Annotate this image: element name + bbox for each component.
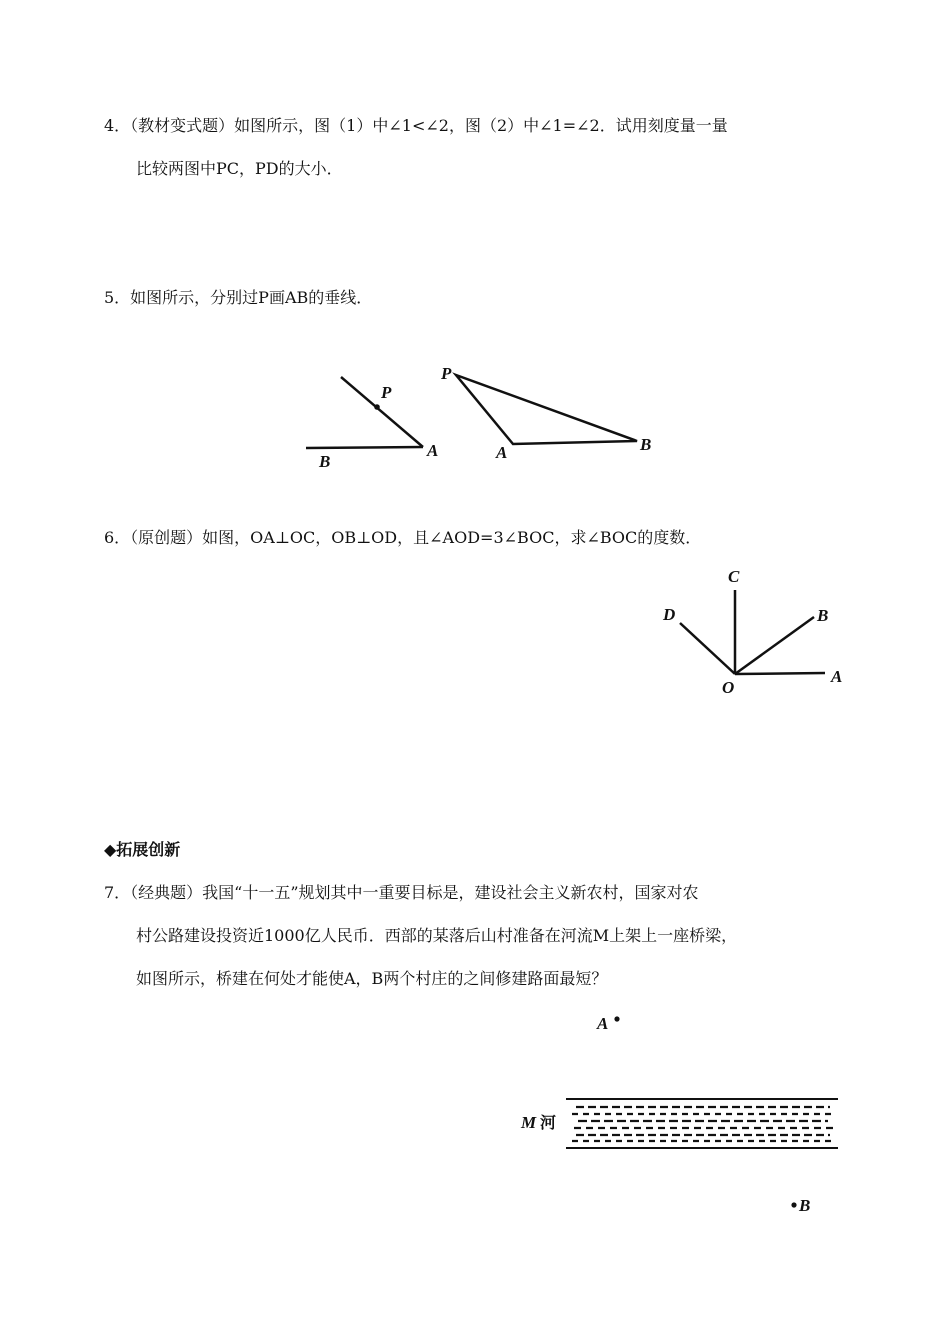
q6-label-b: B (817, 606, 829, 625)
q7-line-3: 如图所示，桥建在何处才能使A，B两个村庄的之间修建路面最短？ (136, 969, 608, 988)
q4-line-1: 4．（教材变式题）如图所示，图（1）中∠1<∠2，图（2）中∠1=∠2．试用刻度量一量 (104, 116, 728, 135)
q5-fig1-label-p: P (381, 383, 392, 402)
q5-text: 5．如图所示，分别过P画AB的垂线． (104, 288, 373, 307)
q6-label-a: A (831, 667, 843, 686)
q5-fig2-label-p: P (441, 364, 452, 383)
q7-river-water (572, 1107, 836, 1141)
q7-point-b (791, 1202, 796, 1207)
section-title: ◆拓展创新 (104, 840, 181, 859)
q4-line-2: 比较两图中PC，PD的大小． (136, 159, 343, 178)
q5-fig1-label-a: A (427, 441, 439, 460)
q6-label-o: O (722, 678, 735, 697)
q5-fig1-label-b: B (319, 452, 331, 471)
q7-label-a: A (597, 1014, 609, 1033)
q6-label-c: C (728, 567, 740, 586)
q7-label-m: M (521, 1113, 537, 1132)
q6-text: 6．（原创题）如图，OA⊥OC，OB⊥OD，且∠AOD=3∠BOC，求∠BOC的度数． (104, 528, 702, 547)
q5-fig2-label-a: A (496, 443, 508, 462)
q7-line-1: 7．（经典题）我国“十一五”规划其中一重要目标是，建设社会主义新农村，国家对农 (104, 883, 699, 902)
q7-point-a (614, 1016, 619, 1021)
q7-label-river: 河 (540, 1113, 557, 1132)
q7-label-b: B (799, 1196, 811, 1215)
q6-label-d: D (663, 605, 676, 624)
q7-line-2: 村公路建设投资近1000亿人民币．西部的某落后山村准备在河流M上架上一座桥梁， (136, 926, 738, 945)
q5-fig2-label-b: B (640, 435, 652, 454)
